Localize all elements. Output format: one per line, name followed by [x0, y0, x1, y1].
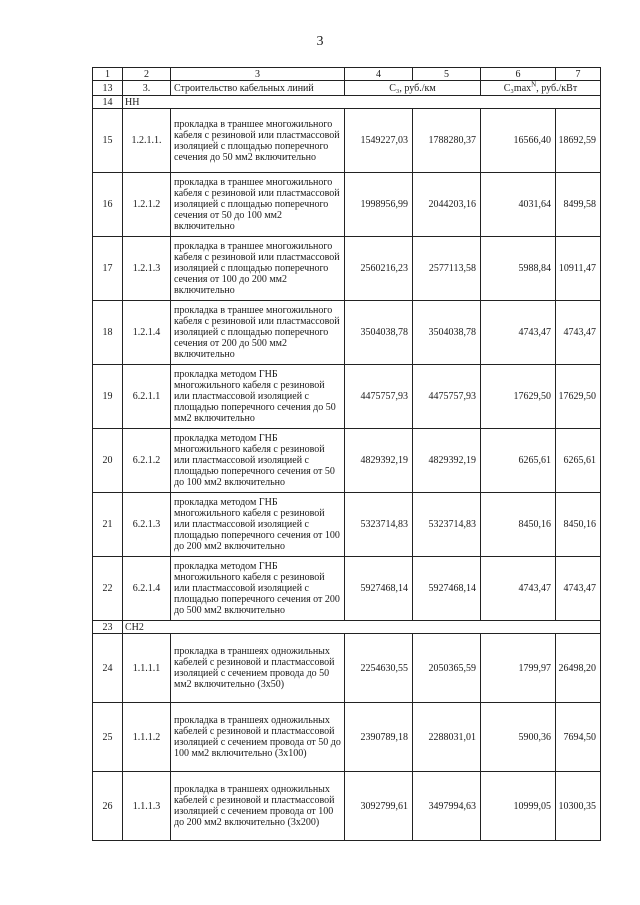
description-cell: прокладка в траншее многожильного кабеля с резиновой или пластмассовой изоляцией с площадью поперечного сечения до 50 мм2 включительно	[171, 109, 345, 173]
c5-cell: 2044203,16	[413, 173, 481, 237]
c6-cell: 4743,47	[481, 557, 556, 621]
code-cell: 1.1.1.2	[123, 703, 171, 772]
tariff-table	[92, 67, 601, 841]
description-cell: прокладка в траншее многожильного кабеля с резиновой или пластмассовой изоляцией с площадью поперечного сечения от 200 до 500 мм2 включительно	[171, 301, 345, 365]
code-cell: 1.1.1.1	[123, 634, 171, 703]
header-c3max-per-kw	[481, 81, 601, 96]
code-cell: 6.2.1.4	[123, 557, 171, 621]
c5-cell: 3497994,63	[413, 772, 481, 841]
c7-cell: 8450,16	[556, 493, 601, 557]
c4-cell: 2254630,55	[345, 634, 413, 703]
row-number-cell: 21	[93, 493, 123, 557]
section-row-number: 23	[93, 621, 123, 634]
c7-cell: 17629,50	[556, 365, 601, 429]
table-row	[93, 365, 601, 429]
table-row	[93, 429, 601, 493]
c6-cell: 4743,47	[481, 301, 556, 365]
code-cell: 6.2.1.1	[123, 365, 171, 429]
c6-cell: 8450,16	[481, 493, 556, 557]
col-number-cell: 3	[171, 68, 345, 81]
description-cell: прокладка в траншее многожильного кабеля с резиновой или пластмассовой изоляцией с площадью поперечного сечения от 50 до 100 мм2 включительно	[171, 173, 345, 237]
description-cell: прокладка методом ГНБ многожильного кабеля с резиновой или пластмассовой изоляцией с площадью поперечного сечения от 200 до 500 мм2 включительно	[171, 557, 345, 621]
c4-cell: 2390789,18	[345, 703, 413, 772]
description-cell: прокладка методом ГНБ многожильного кабеля с резиновой или пластмассовой изоляцией с площадью поперечного сечения от 100 до 200 мм2 включительно	[171, 493, 345, 557]
section-row	[93, 621, 601, 634]
header-row-number: 13	[93, 81, 123, 96]
column-number-row	[93, 68, 601, 81]
c4-cell: 3504038,78	[345, 301, 413, 365]
header-c3max-unit: , руб./кВт	[536, 82, 578, 94]
c6-cell: 10999,05	[481, 772, 556, 841]
row-number-cell: 15	[93, 109, 123, 173]
c7-cell: 8499,58	[556, 173, 601, 237]
description-cell: прокладка в траншеях одножильных кабелей с резиновой и пластмассовой изоляцией с сечением провода от 50 до 100 мм2 включительно (3х100)	[171, 703, 345, 772]
c6-cell: 4031,64	[481, 173, 556, 237]
col-number-cell: 4	[345, 68, 413, 81]
c7-cell: 18692,59	[556, 109, 601, 173]
c4-cell: 1998956,99	[345, 173, 413, 237]
code-cell: 1.2.1.4	[123, 301, 171, 365]
col-number-cell: 1	[93, 68, 123, 81]
code-cell: 1.2.1.3	[123, 237, 171, 301]
description-cell: прокладка в траншеях одножильных кабелей с резиновой и пластмассовой изоляцией с сечением провода до 50 мм2 включительно (3х50)	[171, 634, 345, 703]
header-c3-per-km: C₃, руб./км	[345, 81, 481, 96]
row-number-cell: 22	[93, 557, 123, 621]
c5-cell: 2050365,59	[413, 634, 481, 703]
row-number-cell: 25	[93, 703, 123, 772]
header-c3max-base: C₃max	[503, 82, 532, 94]
code-cell: 1.1.1.3	[123, 772, 171, 841]
col-number-cell: 5	[413, 68, 481, 81]
c5-cell: 4475757,93	[413, 365, 481, 429]
c4-cell: 2560216,23	[345, 237, 413, 301]
row-number-cell: 16	[93, 173, 123, 237]
row-number-cell: 26	[93, 772, 123, 841]
col-number-cell: 6	[481, 68, 556, 81]
section-label: СН2	[123, 621, 601, 634]
c7-cell: 10911,47	[556, 237, 601, 301]
table-row	[93, 703, 601, 772]
row-number-cell: 20	[93, 429, 123, 493]
col-number-cell: 7	[556, 68, 601, 81]
c4-cell: 5927468,14	[345, 557, 413, 621]
c5-cell: 2288031,01	[413, 703, 481, 772]
table-row	[93, 557, 601, 621]
c5-cell: 1788280,37	[413, 109, 481, 173]
c7-cell: 6265,61	[556, 429, 601, 493]
col-number-cell: 2	[123, 68, 171, 81]
table-row	[93, 493, 601, 557]
description-cell: прокладка в траншее многожильного кабеля с резиновой или пластмассовой изоляцией с площадью поперечного сечения от 100 до 200 мм2 включительно	[171, 237, 345, 301]
code-cell: 1.2.1.1.	[123, 109, 171, 173]
row-number-cell: 19	[93, 365, 123, 429]
c7-cell: 10300,35	[556, 772, 601, 841]
c4-cell: 3092799,61	[345, 772, 413, 841]
code-cell: 6.2.1.2	[123, 429, 171, 493]
c7-cell: 7694,50	[556, 703, 601, 772]
description-cell: прокладка в траншеях одножильных кабелей с резиновой и пластмассовой изоляцией с сечением провода от 100 до 200 мм2 включительно (3х200)	[171, 772, 345, 841]
c6-cell: 16566,40	[481, 109, 556, 173]
code-cell: 1.2.1.2	[123, 173, 171, 237]
c7-cell: 4743,47	[556, 301, 601, 365]
c7-cell: 4743,47	[556, 557, 601, 621]
c5-cell: 5323714,83	[413, 493, 481, 557]
c6-cell: 5988,84	[481, 237, 556, 301]
table-row	[93, 109, 601, 173]
section-row	[93, 96, 601, 109]
c5-cell: 3504038,78	[413, 301, 481, 365]
section-row-number: 14	[93, 96, 123, 109]
header-description: Строительство кабельных линий	[171, 81, 345, 96]
c4-cell: 5323714,83	[345, 493, 413, 557]
c5-cell: 5927468,14	[413, 557, 481, 621]
c6-cell: 5900,36	[481, 703, 556, 772]
table-row	[93, 634, 601, 703]
page-number: 3	[316, 34, 324, 49]
c6-cell: 1799,97	[481, 634, 556, 703]
table-row	[93, 173, 601, 237]
row-number-cell: 17	[93, 237, 123, 301]
description-cell: прокладка методом ГНБ многожильного кабеля с резиновой или пластмассовой изоляцией с площадью поперечного сечения до 50 мм2 включительно	[171, 365, 345, 429]
row-number-cell: 24	[93, 634, 123, 703]
header-c3max-sup: N	[531, 80, 537, 89]
section-label: НН	[123, 96, 601, 109]
c4-cell: 4475757,93	[345, 365, 413, 429]
c5-cell: 2577113,58	[413, 237, 481, 301]
c7-cell: 26498,20	[556, 634, 601, 703]
table-row	[93, 772, 601, 841]
description-cell: прокладка методом ГНБ многожильного кабеля с резиновой или пластмассовой изоляцией с площадью поперечного сечения от 50 до 100 мм2 включительно	[171, 429, 345, 493]
header-code: 3.	[123, 81, 171, 96]
code-cell: 6.2.1.3	[123, 493, 171, 557]
c4-cell: 1549227,03	[345, 109, 413, 173]
row-number-cell: 18	[93, 301, 123, 365]
c4-cell: 4829392,19	[345, 429, 413, 493]
c6-cell: 6265,61	[481, 429, 556, 493]
table-row	[93, 301, 601, 365]
c5-cell: 4829392,19	[413, 429, 481, 493]
header-row	[93, 81, 601, 96]
c6-cell: 17629,50	[481, 365, 556, 429]
table-row	[93, 237, 601, 301]
